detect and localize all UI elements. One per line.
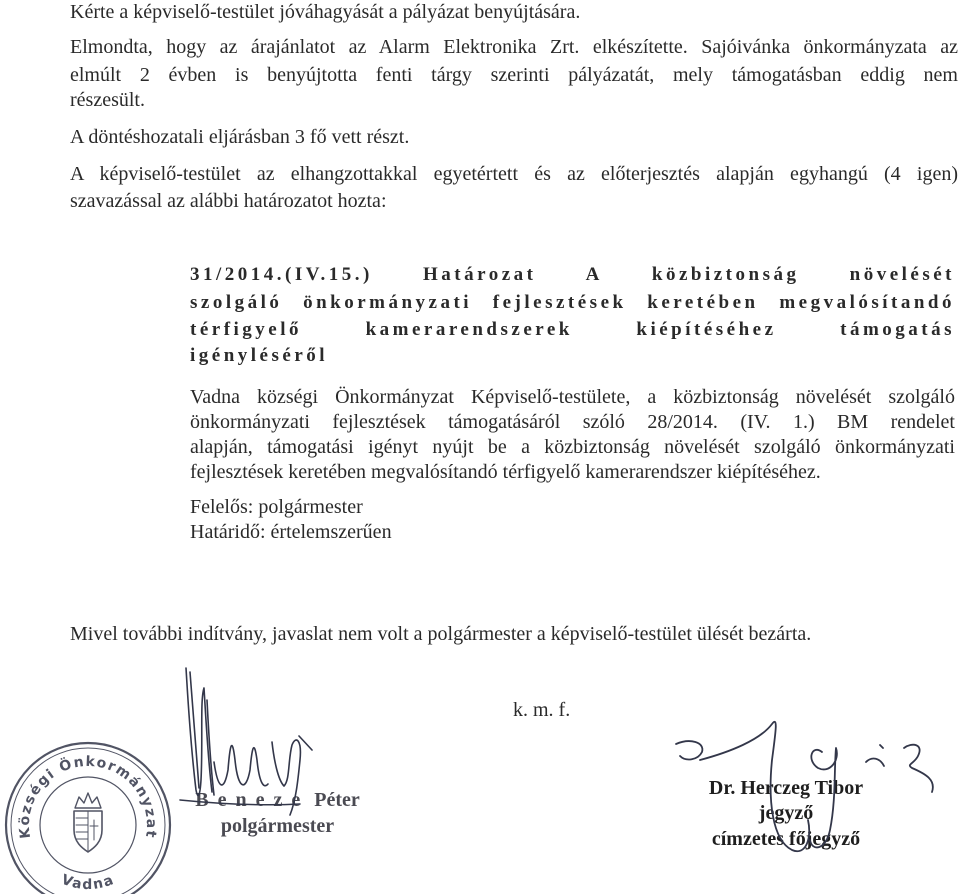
stamp-second-ring <box>11 748 165 894</box>
stamp-top-text <box>17 754 159 840</box>
signature-stroke <box>190 672 214 795</box>
paragraph-line: A döntéshozatali eljárásban 3 fő vett részt. <box>70 126 410 148</box>
mayor-name <box>170 788 385 812</box>
resolution-responsible: Felelős: polgármester <box>190 496 363 518</box>
stamp-bottom-textpath: Vadna <box>59 871 117 893</box>
resolution-deadline: Határidő: értelemszerűen <box>190 521 392 543</box>
mayor-surname: Beneze <box>195 789 310 811</box>
official-stamp <box>6 743 170 894</box>
signature-stroke <box>186 668 212 795</box>
resolution-title-line: szolgáló önkormányzati fejlesztések keretében megvalósítandó <box>190 292 955 313</box>
stamp-top-textpath: Községi Önkormányzat <box>16 753 160 840</box>
resolution-body-line: alapján, támogatási igényt nyújt be a közbiztonság növelését szolgáló önkormányzati <box>190 436 955 458</box>
resolution-title-line: térfigyelő kamerarendszerek kiépítéséhez támogatás <box>190 319 955 340</box>
resolution-body-line: önkormányzati fejlesztések támogatásáról szóló 28/2014. (IV. 1.) BM rendelet <box>190 411 955 433</box>
paragraph-line: Elmondta, hogy az árajánlatot az Alarm Elektronika Zrt. elkészítette. Sajóivánka önkormányzata az <box>70 36 958 58</box>
stamp-bottom-text <box>59 872 117 893</box>
paragraph-line: Kérte a képviselő-testület jóváhagyását a pályázat benyújtására. <box>70 1 581 23</box>
signature-stroke <box>676 741 702 759</box>
stamp-inner-ring <box>40 777 136 873</box>
mayor-given-name: Péter <box>314 789 360 811</box>
resolution-body-line: fejlesztések keretében megvalósítandó térfigyelő kamerarendszer kiépítéséhez. <box>190 461 821 483</box>
notary-name: Dr. Herczeg Tibor <box>708 777 864 799</box>
signature-stroke <box>904 745 933 792</box>
notary-rank: címzetes főjegyző <box>711 828 861 850</box>
signature-stroke <box>214 746 268 786</box>
crown-icon <box>75 793 101 808</box>
notary-title: jegyző <box>758 802 814 824</box>
resolution-body-line: Vadna községi Önkormányzat Képviselő-testülete, a közbiztonság növelését szolgáló <box>190 386 955 408</box>
closing-statement: Mivel további indítvány, javaslat nem volt a polgármester a képviselő-testület ülését bezárta. <box>70 623 812 645</box>
coat-of-arms-icon <box>74 793 102 852</box>
stamp-outer-ring <box>6 743 170 894</box>
kmf-note: k. m. f. <box>513 699 571 721</box>
mayor-title: polgármester <box>220 815 335 837</box>
paragraph-line: részesült. <box>70 89 145 111</box>
paragraph-line: elmúlt 2 évben is benyújtotta fenti tárgy szerinti pályázatát, mely támogatásban eddig nem <box>70 64 958 86</box>
resolution-title-line: 31/2014.(IV.15.) Határozat A közbiztonság növelését <box>190 264 955 285</box>
paragraph-line: szavazással az alábbi határozatot hozta: <box>70 190 387 212</box>
shield-icon <box>74 811 102 852</box>
resolution-title-line: igényléséről <box>190 345 329 366</box>
signature-stroke <box>866 745 884 766</box>
shield-pattern <box>76 811 98 851</box>
paragraph-line: A képviselő-testület az elhangzottakkal egyetértett és az előterjesztés alapján egyhangú (4 igen) <box>70 163 958 185</box>
